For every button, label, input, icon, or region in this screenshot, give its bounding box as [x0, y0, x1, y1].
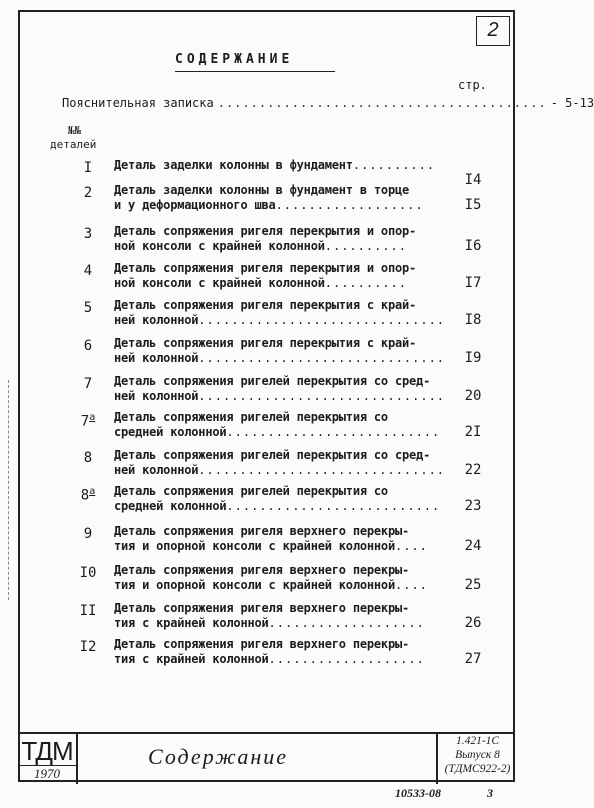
item-title-line [114, 198, 464, 213]
item-number [70, 603, 106, 619]
item-page: 24 [464, 538, 482, 554]
item-title-line [114, 389, 464, 404]
item-number [70, 450, 106, 466]
item-number [70, 412, 106, 430]
item-title [114, 158, 464, 173]
item-title [114, 336, 464, 366]
leader-dots: .......... [324, 276, 407, 290]
item-title-text: тия с крайней колонной [114, 652, 269, 666]
item-title [114, 524, 464, 554]
item-title-text: Деталь сопряжения ригелей перекрытия со [114, 410, 388, 424]
item-title-line [114, 276, 464, 291]
item-number [70, 376, 106, 392]
item-page: I5 [464, 197, 482, 213]
item-title-line [114, 448, 464, 463]
item-title [114, 410, 464, 440]
item-number [70, 486, 106, 504]
contents-item [70, 261, 490, 297]
contents-item [70, 183, 490, 219]
item-title-text: ней колонной [114, 463, 199, 477]
item-title-line [114, 499, 464, 514]
item-title [114, 563, 464, 593]
item-page: I4 [464, 172, 482, 188]
intro-dots: ........................................ [217, 96, 547, 110]
item-number [70, 639, 106, 655]
title-underline [175, 71, 335, 72]
contents-item [70, 336, 490, 372]
footer-number: 3 [487, 786, 493, 800]
item-title [114, 601, 464, 631]
item-title-line [114, 374, 464, 389]
item-number-text: 8 [83, 450, 93, 466]
item-title [114, 374, 464, 404]
item-title-line [114, 652, 464, 667]
leader-dots: .............................. [198, 463, 446, 477]
item-title-text: Деталь заделки колонны в фундамент [114, 158, 353, 172]
logo-text: ТДМ [21, 736, 73, 766]
item-title-line [114, 298, 464, 313]
item-page: 2I [464, 424, 482, 440]
contents-item [70, 410, 490, 446]
item-number-text: 7 [80, 413, 90, 430]
leader-dots: .......................... [226, 499, 441, 513]
item-title [114, 261, 464, 291]
item-title [114, 637, 464, 667]
item-title-line [114, 336, 464, 351]
item-page: I6 [464, 238, 482, 254]
item-title-text: Деталь сопряжения ригеля перекрытия с край- [114, 336, 417, 350]
item-title-text: средней колонной [114, 425, 227, 439]
item-number-text: 3 [83, 226, 93, 242]
item-page: 22 [464, 462, 482, 478]
page-number-box: 2 [476, 16, 510, 46]
item-page: I9 [464, 350, 482, 366]
document-title: СОДЕРЖАНИЕ [175, 52, 294, 67]
contents-item [70, 563, 490, 599]
item-title-text: ней колонной [114, 351, 199, 365]
item-title-line [114, 158, 464, 173]
item-number [70, 226, 106, 242]
item-title-text: ной консоли с крайней колонной [114, 239, 325, 253]
item-title-line [114, 313, 464, 328]
item-title-line [114, 524, 464, 539]
item-number [70, 160, 106, 176]
column-header-line-2: деталей [50, 138, 97, 151]
item-number [70, 185, 106, 201]
number-column-header [50, 124, 96, 152]
item-number-text: I [83, 160, 93, 176]
footer-code: 10533-08 [395, 786, 441, 800]
item-title-text: ней колонной [114, 313, 199, 327]
item-page: 25 [464, 577, 482, 593]
item-number-text: 4 [83, 263, 93, 279]
item-title-line [114, 578, 464, 593]
item-title-line [114, 484, 464, 499]
item-title-text: Деталь сопряжения ригеля перекрытия с край- [114, 298, 417, 312]
page-column-header: стр. [458, 78, 487, 92]
contents-item [70, 601, 490, 637]
contents-item [70, 524, 490, 560]
leader-dots: .................. [275, 198, 424, 212]
item-number-text: 7 [83, 376, 93, 392]
item-number-text: 9 [83, 526, 93, 542]
item-title-text: ной консоли с крайней колонной [114, 276, 325, 290]
item-title [114, 224, 464, 254]
item-number-text: I0 [79, 565, 97, 581]
item-number-text: II [79, 603, 97, 619]
item-title [114, 448, 464, 478]
leader-dots: .......................... [226, 425, 441, 439]
item-page: I7 [464, 275, 482, 291]
item-title-text: Деталь заделки колонны в фундамент в торце [114, 183, 410, 197]
item-title-text: тия и опорной консоли с крайней колонной [114, 578, 395, 592]
item-title-text: Деталь сопряжения ригеля верхнего перекры- [114, 637, 410, 651]
contents-item [70, 448, 490, 484]
leader-dots: .......... [352, 158, 436, 172]
margin-marks [8, 380, 15, 600]
item-page: 23 [464, 498, 482, 514]
column-header-line-1: №№ [68, 124, 82, 137]
item-title [114, 298, 464, 328]
item-number-suffix: а [89, 412, 96, 423]
item-page: 20 [464, 388, 482, 404]
item-title-text: ней колонной [114, 389, 199, 403]
contents-item [70, 298, 490, 334]
code-line-3: (ТДМС922-2) [444, 763, 511, 775]
item-number-text: 2 [83, 185, 93, 201]
item-title-line [114, 601, 464, 616]
document-code [436, 734, 517, 784]
item-title-line [114, 239, 464, 254]
item-title-text: Деталь сопряжения ригеля верхнего перекры- [114, 524, 410, 538]
contents-item [70, 374, 490, 410]
item-page: 27 [464, 651, 482, 667]
item-title-text: Деталь сопряжения ригеля перекрытия и опор- [114, 261, 417, 275]
leader-dots: .............................. [198, 351, 446, 365]
item-number-text: 8 [80, 487, 90, 504]
item-title [114, 183, 464, 213]
item-title-line [114, 183, 464, 198]
item-page: 26 [464, 615, 482, 631]
leader-dots: ................... [268, 652, 425, 666]
item-title-line [114, 463, 464, 478]
item-title-text: Деталь сопряжения ригеля перекрытия и опор- [114, 224, 417, 238]
intro-entry [62, 96, 594, 110]
item-title-text: Деталь сопряжения ригелей перекрытия со сред- [114, 374, 431, 388]
item-number [70, 338, 106, 354]
item-number [70, 263, 106, 279]
title-block [18, 732, 515, 784]
organization-logo [18, 734, 78, 784]
item-title-line [114, 539, 464, 554]
item-title-line [114, 616, 464, 631]
item-title-text: Деталь сопряжения ригелей перекрытия со сред- [114, 448, 431, 462]
item-title-text: средней колонной [114, 499, 227, 513]
item-title-line [114, 261, 464, 276]
item-title-line [114, 410, 464, 425]
item-title-text: Деталь сопряжения ригеля верхнего перекры- [114, 563, 410, 577]
leader-dots: .......... [324, 239, 407, 253]
item-number [70, 565, 106, 581]
intro-pages: - 5-13 [550, 96, 594, 110]
item-title-text: Деталь сопряжения ригеля верхнего перекры- [114, 601, 410, 615]
intro-label: Пояснительная записка [62, 96, 214, 110]
item-title-line [114, 351, 464, 366]
leader-dots: .............................. [198, 389, 446, 403]
code-line-1: 1.421-1С [455, 735, 500, 747]
sheet-name: Содержание [148, 744, 289, 769]
item-title-line [114, 637, 464, 652]
item-title [114, 484, 464, 514]
item-title-text: тия и опорной консоли с крайней колонной [114, 539, 395, 553]
item-number-text: 6 [83, 338, 93, 354]
logo-year: 1970 [18, 765, 76, 782]
item-title-line [114, 425, 464, 440]
item-title-text: Деталь сопряжения ригелей перекрытия со [114, 484, 388, 498]
contents-item [70, 484, 490, 520]
item-title-text: и у деформационного шва [114, 198, 276, 212]
contents-item [70, 224, 490, 260]
item-number [70, 526, 106, 542]
item-number-suffix: а [89, 486, 96, 497]
code-line-2: Выпуск 8 [455, 749, 500, 761]
item-number-text: 5 [83, 300, 93, 316]
item-number [70, 300, 106, 316]
item-title-text: тия с крайней колонной [114, 616, 269, 630]
item-page: I8 [464, 312, 482, 328]
leader-dots: .............................. [198, 313, 446, 327]
contents-item [70, 637, 490, 673]
item-number-text: I2 [79, 639, 97, 655]
item-title-line [114, 224, 464, 239]
leader-dots: ................... [268, 616, 425, 630]
leader-dots: .... [395, 539, 428, 553]
leader-dots: .... [395, 578, 428, 592]
item-title-line [114, 563, 464, 578]
